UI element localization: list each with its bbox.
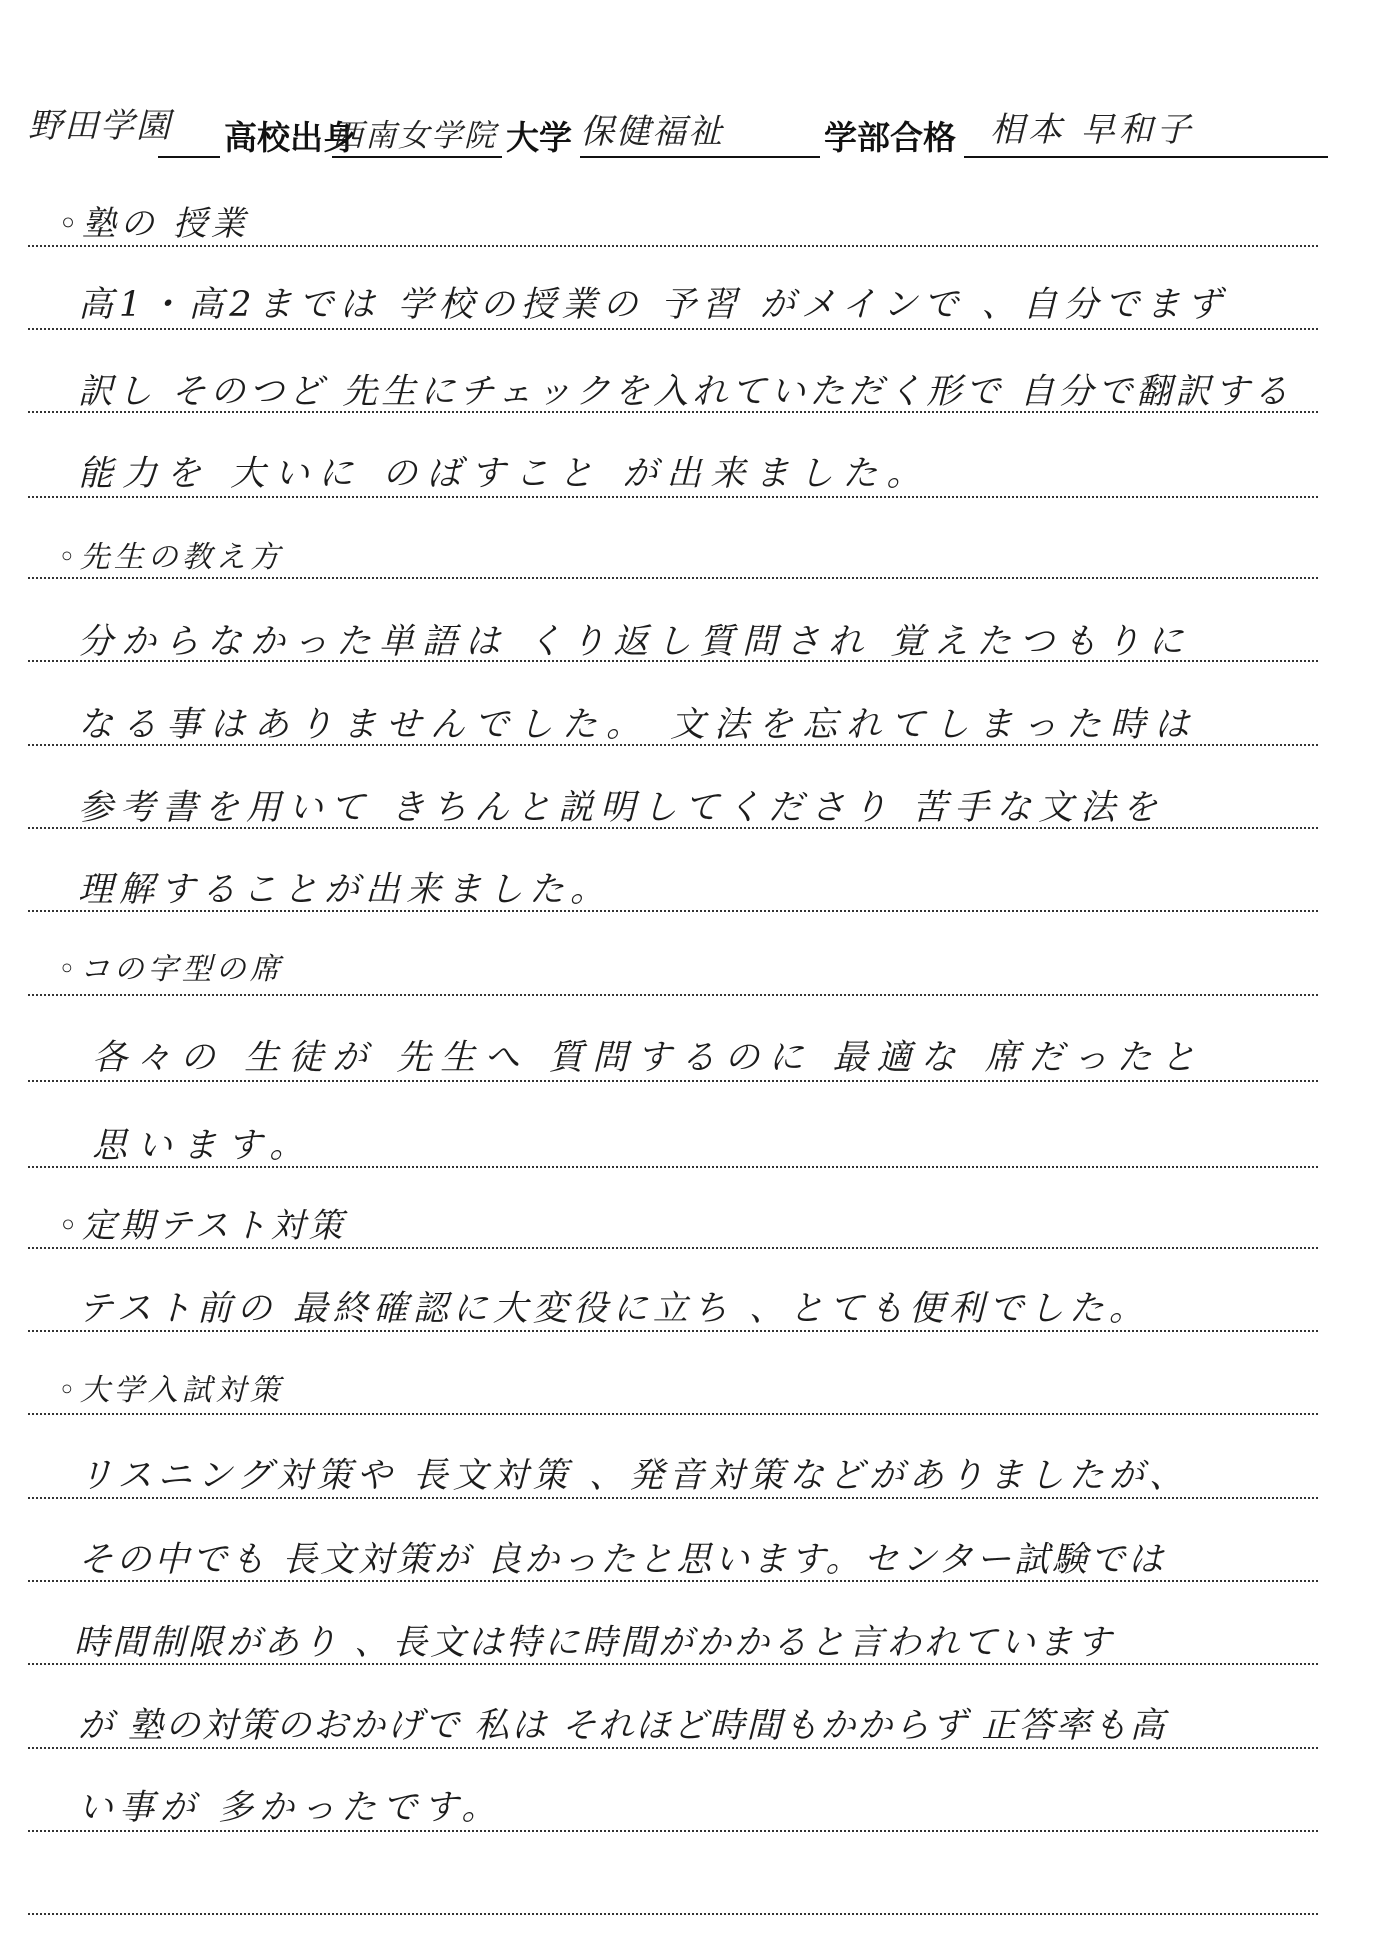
text-line: 時間制限があり 、長文は特に時間がかかると言われています (74, 1623, 1115, 1663)
section-heading-lessons: ◦塾の 授業 (58, 204, 249, 244)
university-underline (580, 156, 820, 158)
ruled-line (28, 994, 1318, 996)
university-name: 保健福祉 (580, 112, 724, 152)
ruled-line (28, 1166, 1318, 1168)
ruled-line (28, 1663, 1318, 1665)
header-line (28, 108, 1328, 168)
ruled-line (28, 910, 1318, 912)
school-name: 野田学園 (28, 106, 172, 146)
high-school-name: 西南女学院 (332, 118, 497, 154)
text-line: 訳し そのつど 先生にチェックを入れていただく形で 自分で翻訳する (78, 372, 1293, 412)
ruled-line (28, 1497, 1318, 1499)
section-heading-periodic-test: ◦定期テスト対策 (58, 1206, 347, 1246)
ruled-line (28, 328, 1318, 330)
ruled-line (28, 660, 1318, 662)
text-line: なる事はありませんでした。 文法を忘れてしまった時は (78, 705, 1199, 745)
ruled-line (28, 245, 1318, 247)
section-heading-entrance-exam: ◦大学入試対策 (58, 1373, 284, 1408)
ruled-line (28, 744, 1318, 746)
label-high-school: 高校出身 (224, 118, 356, 157)
label-faculty: 学部合格 (824, 118, 956, 157)
student-name: 相本 早和子 (990, 110, 1195, 150)
ruled-line (28, 496, 1318, 498)
ruled-line (28, 1580, 1318, 1582)
text-line: 能力を 大いに のばすこと が出来ました。 (78, 454, 931, 494)
ruled-line (28, 1080, 1318, 1082)
ruled-line (28, 1830, 1318, 1832)
text-line: が 塾の対策のおかげで 私は それほど時間もかからず 正答率も高 (78, 1706, 1167, 1746)
text-line: 高1・高2までは 学校の授業の 予習 がメインで 、自分でまず (78, 285, 1228, 325)
ruled-line (28, 1247, 1318, 1249)
ruled-line (28, 1913, 1318, 1915)
text-line: 参考書を用いて きちんと説明してくださり 苦手な文法を (78, 788, 1165, 828)
ruled-line (28, 577, 1318, 579)
text-line: 各々の 生徒が 先生へ 質問するのに 最適な 席だったと (92, 1038, 1205, 1078)
high-school-underline (332, 156, 502, 158)
blank-underline (158, 156, 220, 158)
text-line: 思います。 (92, 1126, 315, 1166)
text-line: その中でも 長文対策が 良かったと思います。センター試験では (78, 1540, 1167, 1580)
ruled-line (28, 411, 1318, 413)
ruled-line (28, 1330, 1318, 1332)
text-line: テスト前の 最終確認に大変役に立ち 、とても便利でした。 (78, 1289, 1149, 1329)
text-line: リスニング対策や 長文対策 、発音対策などがありましたが、 (78, 1456, 1189, 1496)
text-line: 理解することが出来ました。 (78, 870, 612, 910)
text-line: い事が 多かったです。 (78, 1788, 503, 1828)
ruled-line (28, 1747, 1318, 1749)
section-heading-teaching: ◦先生の教え方 (58, 540, 284, 575)
section-heading-seating: ◦コの字型の席 (58, 952, 284, 987)
text-line: 分からなかった単語は くり返し質問され 覚えたつもりに (78, 622, 1192, 662)
ruled-line (28, 1413, 1318, 1415)
student-name-underline (964, 156, 1328, 158)
label-university: 大学 (506, 118, 572, 157)
ruled-line (28, 827, 1318, 829)
